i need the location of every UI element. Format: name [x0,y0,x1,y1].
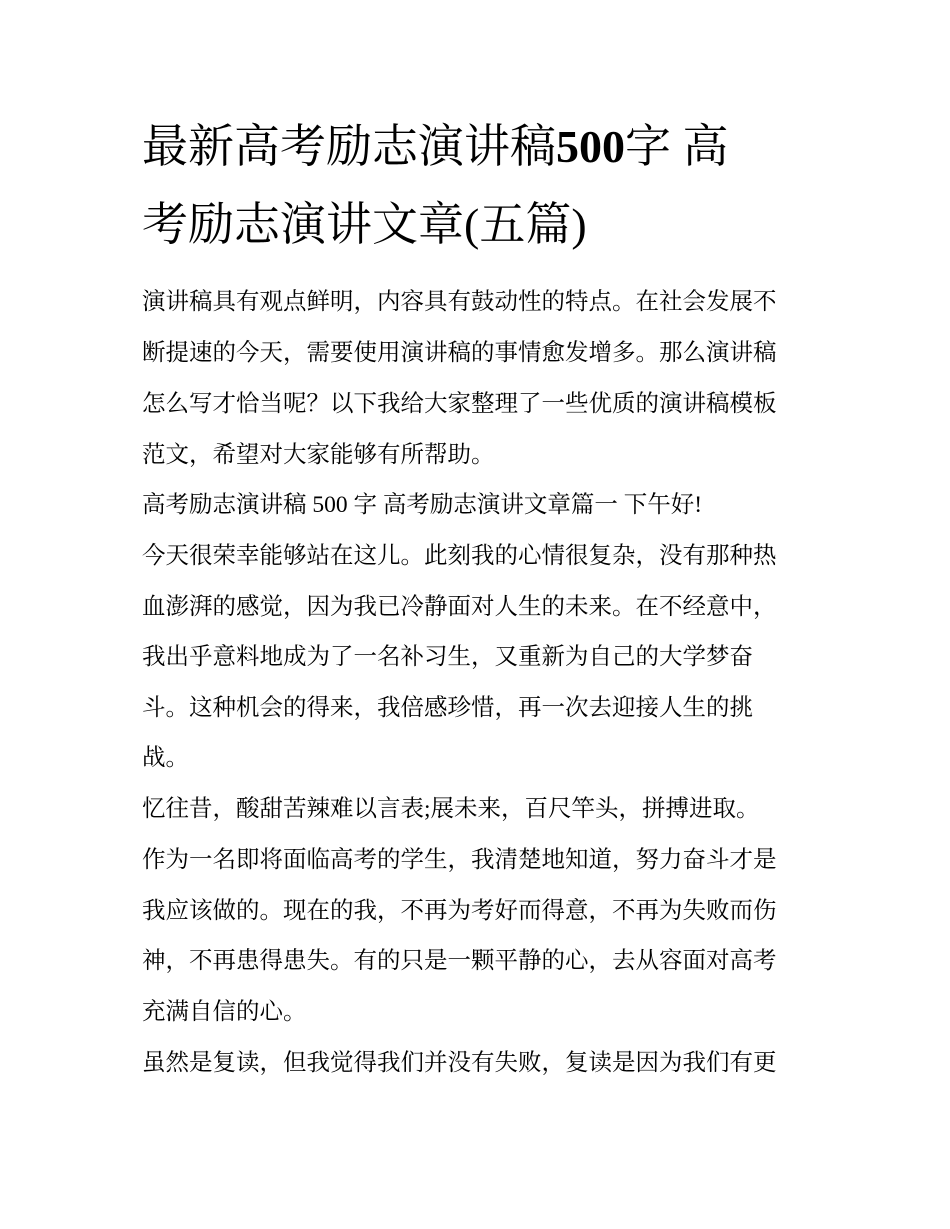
title-line-1-num: 500 [556,121,625,172]
body-line: 战。 [142,745,189,771]
body-line: 我出乎意料地成为了一名补习生，又重新为自己的大学梦奋 [142,644,753,670]
body-line: 范文，希望对大家能够有所帮助。 [142,442,495,468]
body-line: 斗。这种机会的得来，我倍感珍惜，再一次去迎接人生的挑 [142,695,753,721]
body-line: 高考励志演讲稿 500 字 高考励志演讲文章篇一 下午好! [142,492,703,518]
body-line: 神，不再患得患失。有的只是一颗平静的心，去从容面对高考 [142,948,777,974]
body-line: 今天很荣幸能够站在这儿。此刻我的心情很复杂，没有那种热 [142,543,777,569]
body-line: 作为一名即将面临高考的学生，我清楚地知道，努力奋斗才是 [142,847,777,873]
body-line: 怎么写才恰当呢？以下我给大家整理了一些优质的演讲稿模板 [142,391,777,417]
title-line-2-pre: 考励志演讲文章(五篇) [142,199,587,250]
body-line: 演讲稿具有观点鲜明，内容具有鼓动性的特点。在社会发展不 [142,289,777,315]
body-line: 充满自信的心。 [142,999,307,1025]
body-line: 我应该做的。现在的我，不再为考好而得意，不再为失败而伤 [142,898,777,924]
body-line: 虽然是复读，但我觉得我们并没有失败，复读是因为我们有更 [142,1050,777,1076]
title-line-1-post: 字 高 [625,121,729,172]
title-line-2 [142,199,587,250]
title-line-1-pre: 最新高考励志演讲稿 [142,121,556,172]
body-line: 血澎湃的感觉，因为我已冷静面对人生的未来。在不经意中， [142,594,777,620]
title-line-1 [142,121,729,172]
body-line: 断提速的今天，需要使用演讲稿的事情愈发增多。那么演讲稿 [142,340,777,366]
body-line: 忆往昔，酸甜苦辣难以言表;展未来，百尺竿头，拼搏进取。 [142,796,760,822]
